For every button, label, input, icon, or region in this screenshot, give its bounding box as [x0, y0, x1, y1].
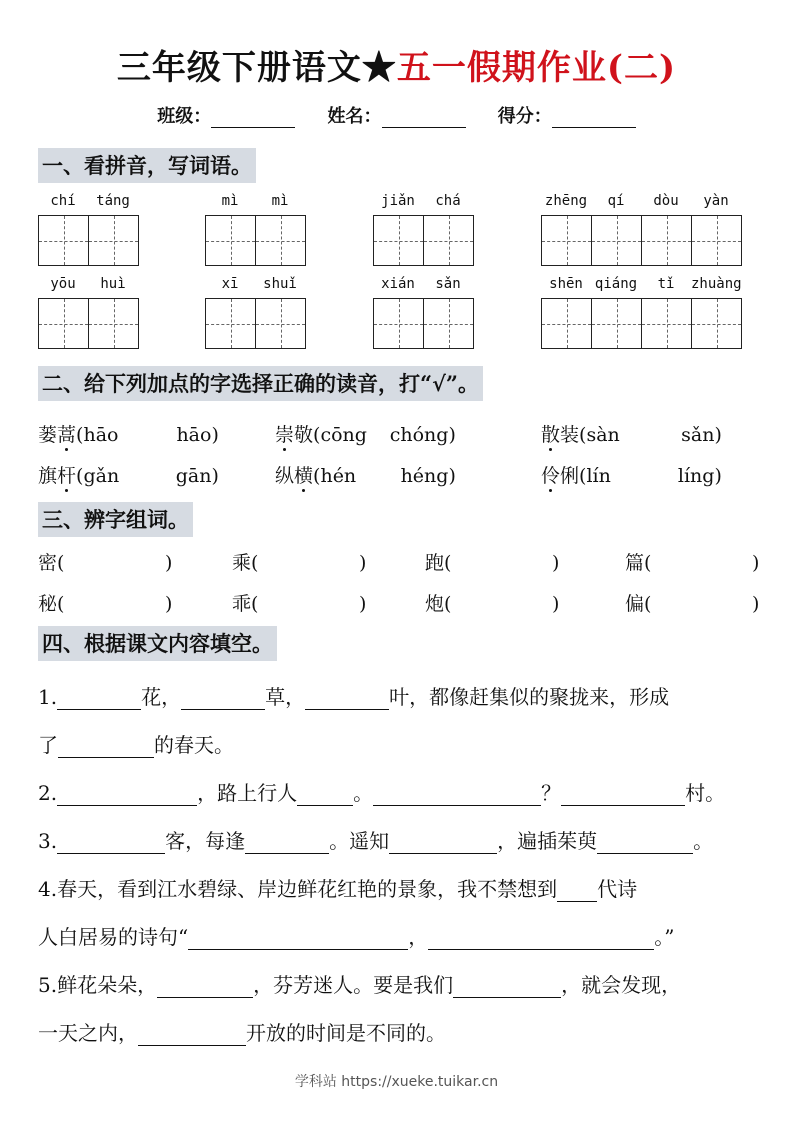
line-text: 。遥知 [329, 829, 390, 853]
grid-cell[interactable] [256, 299, 305, 348]
paren: ( [76, 424, 84, 446]
answer-blank[interactable] [297, 785, 353, 806]
character: 装 [560, 424, 580, 446]
word-group-item [625, 589, 759, 616]
answer-blank[interactable]: ( [57, 552, 65, 574]
paren: ) [211, 424, 219, 446]
character: 秘 [38, 593, 58, 615]
pronunciation-item [275, 420, 456, 447]
character: 蒿 [57, 424, 77, 446]
fill-line [38, 969, 681, 998]
pinyin-option-a[interactable]: cōng [320, 424, 367, 446]
paren: ( [76, 465, 84, 487]
pinyin-label: chá [435, 193, 461, 209]
line-text: 的春天。 [154, 733, 234, 757]
answer-blank[interactable]: ( [57, 593, 65, 615]
grid-cell[interactable] [542, 299, 592, 348]
line-text: 。 [693, 829, 714, 853]
paren: ( [313, 424, 321, 446]
title-black: 三年级下册语文★ [116, 48, 397, 88]
word-group-item [38, 548, 172, 575]
paren: ( [313, 465, 321, 487]
pinyin-label: qí [607, 193, 625, 209]
grid-cell[interactable] [374, 216, 424, 265]
pronunciation-item [38, 461, 219, 488]
line-text: 草， [265, 685, 306, 709]
paren: ) [714, 424, 722, 446]
writing-grid[interactable] [373, 215, 474, 266]
character: 横 [294, 465, 314, 487]
fill-line [38, 681, 669, 710]
line-text: 。” [654, 925, 675, 949]
answer-blank[interactable]: ( [644, 552, 652, 574]
section-1-heading: 一、看拼音，写词语。 [38, 148, 256, 183]
character: 偏 [625, 593, 645, 615]
score-field[interactable] [552, 109, 636, 128]
grid-cell[interactable] [89, 216, 138, 265]
pinyin-label: xī [221, 276, 239, 292]
grid-cell[interactable] [642, 216, 692, 265]
character: 伶 [541, 465, 561, 487]
pinyin-label: xián [381, 276, 415, 292]
paren: ) [552, 552, 560, 574]
character: 崇 [275, 424, 295, 446]
word-group-item [232, 548, 366, 575]
grid-cell[interactable] [206, 216, 256, 265]
line-text: 3. [38, 829, 58, 853]
paren: ) [752, 593, 760, 615]
class-field[interactable] [211, 109, 295, 128]
grid-cell[interactable] [592, 216, 642, 265]
pinyin-option-a[interactable]: gǎn [83, 465, 120, 487]
word-group-item [425, 589, 559, 616]
character: 篇 [625, 552, 645, 574]
pinyin-label: qiáng [594, 276, 638, 292]
grid-cell[interactable] [642, 299, 692, 348]
answer-blank[interactable]: ( [644, 593, 652, 615]
grid-cell[interactable] [424, 299, 473, 348]
character: 乖 [232, 593, 252, 615]
word-group-item [232, 589, 366, 616]
answer-blank[interactable] [57, 785, 197, 806]
pinyin-option-a[interactable]: hāo [83, 424, 119, 446]
pinyin-label: yōu [50, 276, 76, 292]
character: 乘 [232, 552, 252, 574]
pinyin-label: chí [50, 193, 76, 209]
grid-cell[interactable] [424, 216, 473, 265]
answer-blank[interactable] [373, 785, 541, 806]
grid-cell[interactable] [592, 299, 642, 348]
pinyin-label: mì [221, 193, 239, 209]
line-text: 叶，都像赶集似的聚拢来，形成 [389, 685, 670, 709]
writing-grid[interactable] [541, 298, 742, 349]
line-text: 1. [38, 685, 58, 709]
fill-line [38, 1017, 446, 1046]
line-text: 。 [353, 781, 374, 805]
paren: ( [579, 424, 587, 446]
grid-cell[interactable] [692, 299, 741, 348]
line-text: ，芬芳迷人。要是我们 [253, 973, 454, 997]
character: 蒌 [38, 424, 58, 446]
character: 密 [38, 552, 58, 574]
pinyin-option-b[interactable]: gān [175, 465, 212, 487]
character: 敬 [294, 424, 314, 446]
character: 俐 [560, 465, 580, 487]
pinyin-option-b[interactable]: líng [677, 465, 715, 487]
paren: ) [359, 593, 367, 615]
writing-grid[interactable] [205, 298, 306, 349]
pinyin-label: zhuàng [691, 276, 742, 292]
answer-blank[interactable] [58, 737, 154, 758]
pinyin-label: zhēng [544, 193, 588, 209]
word-group-item [625, 548, 759, 575]
paren: ) [552, 593, 560, 615]
fill-line [38, 921, 674, 950]
pronunciation-item [541, 461, 722, 488]
answer-blank[interactable] [561, 785, 685, 806]
answer-blank[interactable]: ( [251, 593, 259, 615]
grid-cell[interactable] [256, 216, 305, 265]
pinyin-label: mì [271, 193, 289, 209]
answer-blank[interactable] [305, 689, 389, 710]
pinyin-label: shēn [549, 276, 583, 292]
pronunciation-item [275, 461, 456, 488]
character: 散 [541, 424, 561, 446]
pinyin-option-b[interactable]: héng [400, 465, 449, 487]
paren: ) [211, 465, 219, 487]
paren: ( [579, 465, 587, 487]
pinyin-option-b[interactable]: sǎn [681, 424, 715, 446]
paren: ) [752, 552, 760, 574]
answer-blank[interactable] [453, 977, 561, 998]
paren: ) [448, 465, 456, 487]
paren: ) [448, 424, 456, 446]
paren: ) [165, 552, 173, 574]
character: 跑 [425, 552, 445, 574]
fill-line [38, 873, 637, 902]
line-text: 客，每逢 [165, 829, 246, 853]
paren: ) [359, 552, 367, 574]
pinyin-label: dòu [653, 193, 679, 209]
grid-cell[interactable] [206, 299, 256, 348]
character: 杆 [57, 465, 77, 487]
pinyin-option-a[interactable]: sàn [586, 424, 620, 446]
line-text: 了 [38, 733, 58, 757]
answer-blank[interactable]: ( [444, 552, 452, 574]
pinyin-label: shuǐ [263, 276, 297, 292]
fill-line [38, 777, 725, 806]
name-field[interactable] [382, 109, 466, 128]
writing-grid[interactable] [38, 215, 139, 266]
line-text: 花， [141, 685, 182, 709]
pinyin-label: tǐ [657, 276, 675, 292]
character: 炮 [425, 593, 445, 615]
answer-blank[interactable] [138, 1025, 246, 1046]
writing-grid[interactable] [541, 215, 742, 266]
grid-cell[interactable] [374, 299, 424, 348]
pinyin-label: yàn [703, 193, 729, 209]
line-text: ，就会发现， [561, 973, 682, 997]
answer-blank[interactable] [181, 689, 265, 710]
line-text: ？ [541, 781, 562, 805]
section-4-heading: 四、根据课文内容填空。 [38, 626, 277, 661]
pinyin-option-b[interactable]: hāo [176, 424, 212, 446]
paren: ) [714, 465, 722, 487]
answer-blank[interactable] [245, 833, 329, 854]
footer-watermark: 学科站 https://xueke.tuikar.cn [294, 1074, 499, 1090]
grid-cell[interactable] [692, 216, 741, 265]
answer-blank[interactable] [57, 833, 165, 854]
pinyin-label: táng [96, 193, 130, 209]
answer-blank[interactable] [557, 881, 597, 902]
section-2-heading: 二、给下列加点的字选择正确的读音，打“√”。 [38, 366, 483, 401]
answer-blank[interactable] [428, 929, 654, 950]
character: 旗 [38, 465, 58, 487]
answer-blank[interactable] [188, 929, 408, 950]
answer-blank[interactable]: ( [251, 552, 259, 574]
grid-cell[interactable] [89, 299, 138, 348]
writing-grid[interactable] [205, 215, 306, 266]
pinyin-option-b[interactable]: chóng [389, 424, 449, 446]
page-title [0, 40, 793, 89]
grid-cell[interactable] [542, 216, 592, 265]
answer-blank[interactable] [57, 689, 141, 710]
line-text: 开放的时间是不同的。 [246, 1021, 446, 1045]
pinyin-option-a[interactable]: hén [320, 465, 357, 487]
pronunciation-item [541, 420, 722, 447]
pinyin-label: sǎn [435, 276, 461, 292]
line-text: 村。 [685, 781, 726, 805]
fill-line [38, 825, 713, 854]
word-group-item [38, 589, 172, 616]
writing-grid[interactable] [38, 298, 139, 349]
paren: ) [165, 593, 173, 615]
section-3-heading: 三、辨字组词。 [38, 502, 193, 537]
answer-blank[interactable] [597, 833, 693, 854]
pinyin-option-a[interactable]: lín [586, 465, 611, 487]
line-text: 一天之内， [38, 1021, 138, 1045]
line-text: 2. [38, 781, 58, 805]
line-text: ， [408, 925, 429, 949]
word-group-item [425, 548, 559, 575]
pinyin-label: huì [100, 276, 126, 292]
answer-blank[interactable] [389, 833, 497, 854]
line-text: 5.鲜花朵朵， [38, 973, 158, 997]
name-label: 姓名： [327, 106, 382, 127]
score-label: 得分： [497, 106, 552, 127]
answer-blank[interactable] [157, 977, 253, 998]
title-red: 五一假期作业(二) [396, 48, 677, 88]
line-text: ，遍插茱萸 [497, 829, 598, 853]
line-text: ，路上行人 [197, 781, 298, 805]
pronunciation-item [38, 420, 219, 447]
line-text: 4.春天，看到江水碧绿、岸边鲜花红艳的景象，我不禁想到 [38, 877, 558, 901]
fill-line [38, 729, 234, 758]
character: 纵 [275, 465, 295, 487]
line-text: 人白居易的诗句“ [38, 925, 189, 949]
grid-cell[interactable] [39, 299, 89, 348]
answer-blank[interactable]: ( [444, 593, 452, 615]
line-text: 代诗 [597, 877, 638, 901]
grid-cell[interactable] [39, 216, 89, 265]
class-label: 班级： [157, 106, 212, 127]
student-info [0, 102, 793, 128]
writing-grid[interactable] [373, 298, 474, 349]
pinyin-label: jiǎn [381, 193, 415, 209]
